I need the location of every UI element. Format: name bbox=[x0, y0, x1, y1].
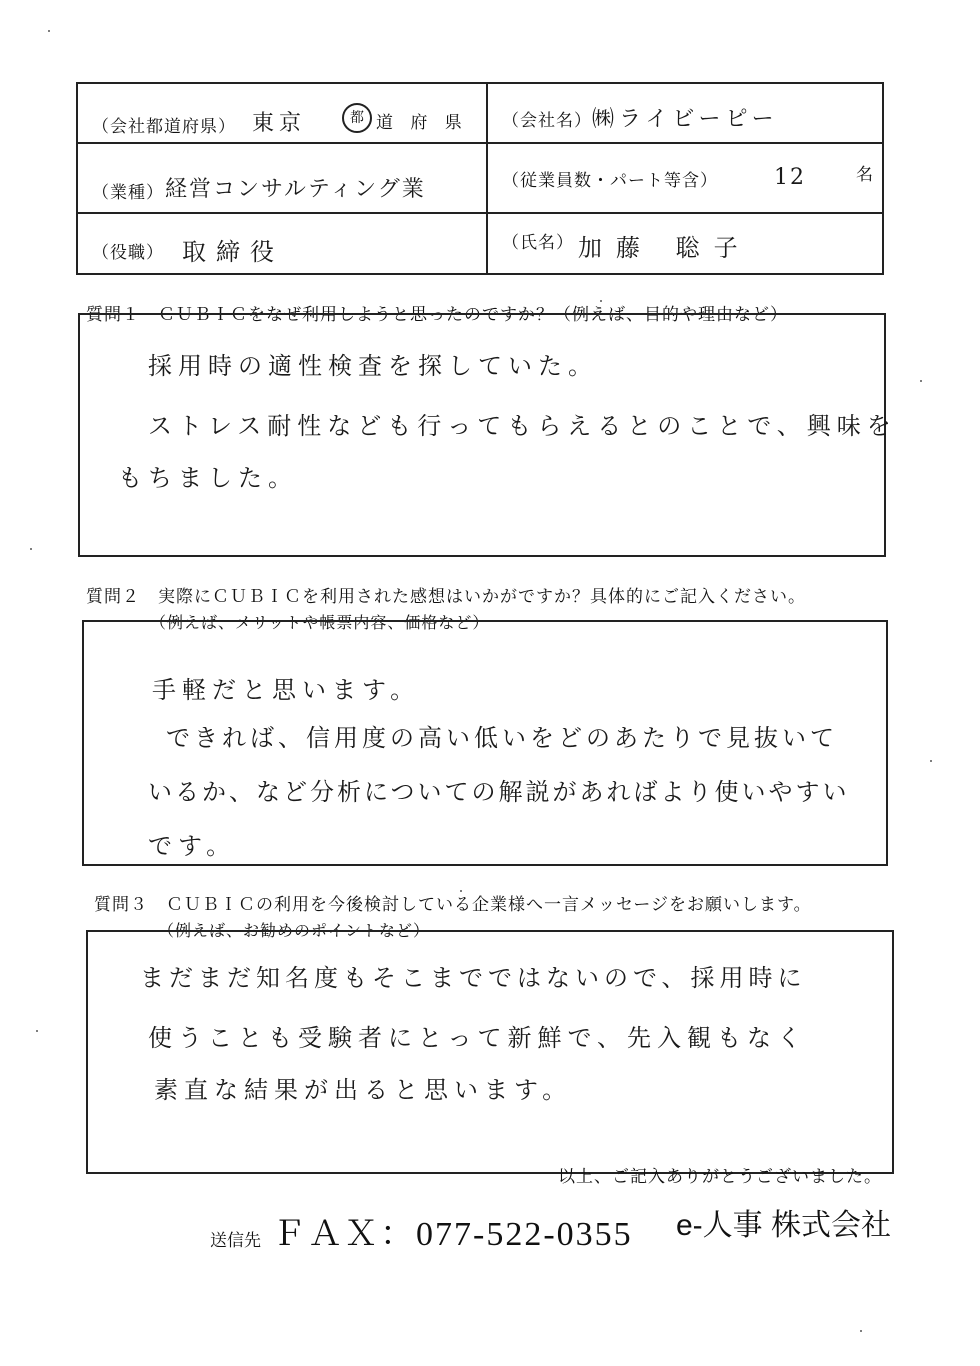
question-3-answer-line-3: 素直な結果が出ると思います。 bbox=[154, 1076, 573, 1104]
scan-speck bbox=[600, 300, 602, 302]
scan-speck bbox=[860, 1330, 862, 1332]
question-2-title: 質問２ 実際にＣＵＢＩＣを利用された感想はいかがですか？具体的にご記入ください。 bbox=[86, 587, 806, 607]
question-2-answer-line-1: 手軽だと思います。 bbox=[152, 676, 421, 704]
prefecture-value: 東京 bbox=[252, 111, 307, 136]
table-divider-row2 bbox=[78, 212, 882, 214]
employees-value: 12 bbox=[774, 165, 806, 190]
employees-unit: 名 bbox=[856, 165, 874, 185]
question-3-subtitle: （例えば、お勧めのポイントなど） bbox=[158, 921, 431, 940]
table-divider-vertical bbox=[486, 84, 488, 273]
name-value: 加藤 聡子 bbox=[578, 234, 752, 262]
question-1-answer-line-3: もちました。 bbox=[118, 464, 298, 492]
employees-label: （従業員数・パート等含） bbox=[502, 171, 718, 191]
company-label: （会社名） bbox=[502, 111, 592, 131]
question-1-answer-line-2: ストレス耐性なども行ってもらえるとのことで、興味を bbox=[148, 412, 897, 440]
company-value: ㈱ライビーピー bbox=[592, 107, 779, 132]
question-1-title: 質問１ ＣＵＢＩＣをなぜ利用しようと思ったのですか？（例えば、目的や理由など） bbox=[86, 305, 788, 325]
question-3-answer-line-1: まだまだ知名度もそこまでではないので、採用時に bbox=[140, 964, 807, 992]
scan-speck bbox=[30, 548, 32, 550]
table-divider-row1 bbox=[78, 142, 882, 144]
scan-speck bbox=[460, 890, 462, 892]
question-2-answer-line-2: できれば、信用度の高い低いをどのあたりで見抜いて bbox=[166, 724, 838, 752]
question-2-answer-line-4: です。 bbox=[148, 832, 237, 860]
prefecture-circled-text: 都 bbox=[342, 103, 372, 133]
fax-number: ＦＡＸ：077-522-0355 bbox=[272, 1216, 633, 1253]
scan-speck bbox=[48, 30, 50, 32]
scan-speck bbox=[920, 380, 922, 382]
scan-speck bbox=[36, 1030, 38, 1032]
name-label: （氏名） bbox=[502, 233, 574, 253]
question-1-answer-line-1: 採用時の適性検査を探していた。 bbox=[148, 352, 598, 380]
industry-value: 経営コンサルティング業 bbox=[165, 177, 426, 202]
prefecture-circled-option bbox=[342, 103, 372, 133]
company-name: e-人事 株式会社 bbox=[676, 1209, 892, 1242]
position-value: 取締役 bbox=[182, 238, 284, 266]
industry-label: （業種） bbox=[92, 183, 164, 203]
thanks-note: 以上、ご記入ありがとうございました。 bbox=[558, 1167, 882, 1187]
prefecture-options: 道 府 県 bbox=[376, 113, 468, 133]
question-3-title: 質問３ ＣＵＢＩＣの利用を今後検討している企業様へ一言メッセージをお願いします。 bbox=[94, 895, 812, 915]
scan-speck bbox=[930, 760, 932, 762]
question-2-subtitle: （例えば、メリットや帳票内容、価格など） bbox=[150, 613, 490, 632]
prefecture-label: （会社都道府県） bbox=[92, 117, 236, 137]
position-label: （役職） bbox=[92, 243, 164, 263]
question-2-answer-line-3: いるか、など分析についての解説があればより使いやすい bbox=[148, 778, 850, 806]
question-3-answer-line-2: 使うことも受験者にとって新鮮で、先入観もなく bbox=[148, 1024, 808, 1052]
send-to-label: 送信先 bbox=[210, 1231, 261, 1251]
